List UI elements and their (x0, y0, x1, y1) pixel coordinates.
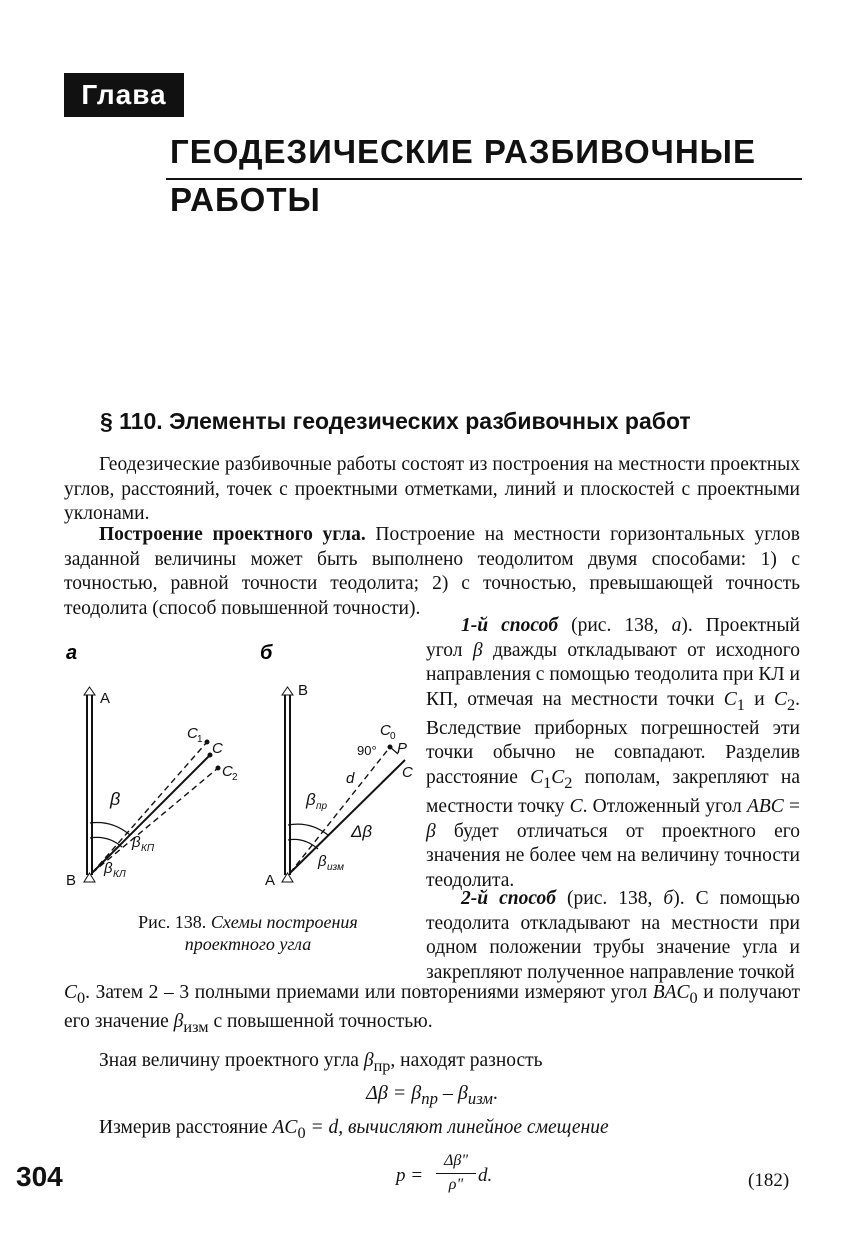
paragraph-method1 (426, 614, 800, 893)
label-a-C1-sub: 1 (197, 734, 203, 745)
figure-label-b: б (260, 642, 273, 664)
label-b-P: P (397, 740, 408, 757)
arc-bkp (90, 837, 122, 847)
method1-c1: C (723, 688, 737, 710)
diagram-b-labels (265, 682, 413, 889)
method1-text-e: . Отложенный угол (582, 796, 747, 818)
label-a-C2: C (222, 763, 233, 780)
label-b-bizm-sub: изм (327, 862, 344, 873)
arc-bizm (288, 839, 318, 849)
method1-c2-sub: 2 (787, 695, 796, 714)
method1-c1c2-a-sub: 1 (543, 773, 552, 792)
label-a-C2-sub: 2 (232, 772, 238, 783)
know-beta-sub: пр (373, 1056, 391, 1075)
point-c0 (388, 745, 392, 749)
method1-beta2: β (426, 820, 436, 842)
label-a-C1: C (187, 725, 198, 742)
method2-ref-letter: б (663, 888, 674, 909)
formula-p (396, 1152, 516, 1202)
method1-c1c2-a: C (530, 766, 544, 788)
line-c0 (290, 747, 390, 873)
method1-text-c: . Вследствие приборных погрешностей эти точки обычно не совпадают. Разделив расстояние (426, 688, 800, 788)
method2-c0: C (64, 982, 78, 1003)
arc-beta (90, 823, 130, 836)
method1-eq: = (783, 796, 800, 818)
label-b-bpr: β (306, 790, 316, 809)
paragraph-method2-head (426, 887, 800, 983)
triangle-a (84, 687, 95, 695)
paragraph-method2-tail (64, 981, 800, 1040)
method2-c0-sub: 0 (77, 988, 86, 1007)
label-b-C: C (402, 764, 413, 781)
point-c1 (205, 740, 209, 744)
triangle-b (84, 873, 95, 882)
formula2-num: Δβ" (443, 1152, 469, 1169)
label-a-B: B (66, 872, 77, 889)
method2-text-a: ). С помощью теодолита откладывают на местности при одном положении трубы значение угла и закрепляют полученное направление точкой (426, 888, 800, 983)
method2-bac0: BAC (652, 982, 690, 1003)
method1-abc: ABC (746, 796, 784, 818)
label-a-bkl-sub: КЛ (113, 869, 126, 880)
label-a-bkl: β (104, 860, 113, 877)
chapter-rule (166, 178, 802, 180)
label-a-bkp-sub: КП (141, 843, 155, 854)
label-b-90: 90° (357, 743, 377, 758)
angle-text: Построение на местности горизонтальных углов заданной величины может быть выполнено теодолитом двумя способами: 1) с точностью, равной точности теодолита; 2) с точностью, превышающей точность теодолита (способ повышенной точности). (64, 524, 800, 619)
label-a-beta: β (110, 789, 121, 809)
method2-text-b: . Затем 2 – 3 полными приемами или повторениями измеряют угол (85, 982, 653, 1003)
formula2-d: d. (478, 1165, 493, 1186)
method2-title: 2-й способ (461, 888, 557, 909)
measure-ac0: AC (272, 1117, 298, 1138)
method1-text-f: будет отличаться от проектного его значения не более чем на величину точности теодолита. (426, 820, 800, 891)
method2-beta: β (173, 1011, 184, 1033)
method1-text-a: ). Проектный угол (426, 615, 800, 661)
figure-138 (60, 635, 420, 900)
diagram-b (282, 687, 408, 882)
chapter-title: ГЕОДЕЗИЧЕСКИЕ РАЗБИВОЧНЫЕ РАБОТЫ (170, 133, 756, 218)
method1-and: и (744, 688, 774, 710)
method1-text-d: пополам, закрепляют на местности точку (426, 766, 801, 818)
formula1-end: . (492, 1082, 498, 1104)
label-b-dbeta: Δβ (351, 822, 373, 841)
method1-beta: β (472, 639, 483, 661)
method1-c1c2-b-sub: 2 (564, 773, 573, 792)
label-b-C0-sub: 0 (390, 731, 396, 742)
method1-title: 1-й способ (461, 615, 559, 636)
label-b-A: A (265, 872, 276, 889)
fraction-bar (436, 1173, 476, 1174)
caption-prefix: Рис. 138. (138, 912, 207, 932)
method1-ref-letter: а (671, 615, 682, 636)
formula2-den: ρ" (448, 1176, 464, 1193)
label-b-C0: C (380, 722, 391, 739)
method1-c1c2-b: C (551, 766, 565, 788)
formula1-sub1: пр (421, 1089, 438, 1108)
figure-label-a: а (66, 642, 78, 664)
know-text-b: , находят разность (390, 1050, 543, 1071)
line-c (92, 755, 210, 873)
know-beta: β (363, 1050, 374, 1071)
equation-number: (182) (748, 1170, 790, 1191)
label-a-bkp: β (132, 834, 141, 851)
label-a-A: A (100, 690, 111, 707)
figure-caption (98, 911, 398, 955)
method1-c: C (569, 796, 583, 818)
label-b-bizm: β (318, 853, 327, 870)
measure-text-b: = d, вычисляют линейное смещение (305, 1117, 609, 1138)
page-number: 304 (16, 1161, 63, 1192)
label-a-C: C (212, 740, 223, 757)
method2-ref: (рис. 138, (556, 888, 664, 909)
method1-c2: C (773, 688, 787, 710)
chapter-label: Глава 20 (64, 73, 184, 117)
formula1-sub2: изм (467, 1089, 493, 1108)
section-title: § 110. Элементы геодезических разбивочных работ (100, 408, 691, 434)
method2-bac0-sub: 0 (689, 988, 698, 1007)
triangle-b-top (282, 687, 293, 695)
label-b-bpr-sub: пр (316, 801, 328, 812)
triangle-a-bottom (282, 873, 293, 882)
line-c2 (92, 768, 218, 873)
method1-text-b: дважды откладывают от исходного направления с помощью теодолита при КЛ и КП, отмечая на местности точки (426, 639, 800, 710)
measure-ac0-sub: 0 (297, 1123, 306, 1142)
formula-delta-beta (64, 1082, 800, 1109)
angle-heading: Построение проектного угла. (99, 524, 366, 545)
method1-ref: (рис. 138, (558, 615, 672, 636)
method2-beta-sub: изм (183, 1018, 209, 1037)
label-b-d: d (346, 770, 355, 787)
formula1-mid: – β (437, 1082, 468, 1104)
paragraph-angle (64, 523, 800, 621)
method2-text-d: с повышенной точностью. (208, 1011, 433, 1033)
know-text-a: Зная величину проектного угла (99, 1050, 364, 1071)
method1-c1-sub: 1 (736, 695, 745, 714)
label-b-B: B (298, 682, 309, 699)
paragraph-intro: Геодезические разбивочные работы состоят из построения на местности проектных углов, расстояний, точек с проектными отметками, линий и плоскостей с проектными уклонами. (64, 454, 800, 524)
formula2-p: p = (396, 1165, 424, 1186)
paragraph-know (64, 1049, 800, 1078)
formula1-lhs: Δβ = β (366, 1082, 422, 1104)
point-c2 (216, 766, 220, 770)
caption-text: Схемы построения проектного угла (184, 912, 358, 954)
method2-text-c: и получают его значение (64, 982, 801, 1033)
measure-text-a: Измерив расстояние (99, 1117, 273, 1138)
paragraph-measure (64, 1116, 800, 1145)
